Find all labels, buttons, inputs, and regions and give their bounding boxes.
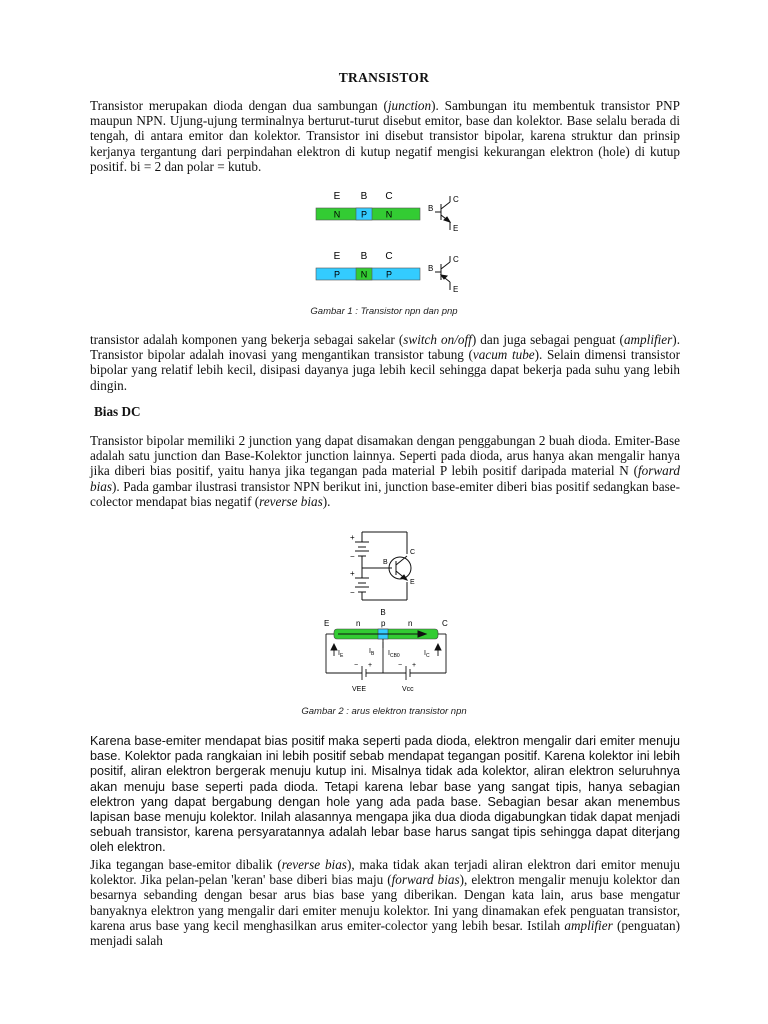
intro-junction-term: junction bbox=[387, 98, 432, 113]
page-title: TRANSISTOR bbox=[338, 70, 430, 85]
section-heading-bias-dc: Bias DC bbox=[94, 404, 141, 419]
para2-amplifier-term: amplifier bbox=[623, 332, 673, 347]
para5-text-a: Jika tegangan base-emitor dibalik ( bbox=[90, 857, 282, 872]
npn-region-n1: N bbox=[333, 209, 341, 220]
intro-text-2: ). Sambungan itu membentuk transistor PNP maupun NPN. Ujung-ujung terminalnya berturut-turut disebut emitor, base dan kolektor. Base selalu berada di tengah, di antara emitor dan kolektor. Transistor ini disebut transistor bipolar, karena struktur dan prinsip kerjanya tergantung dari perpindahan elektron di kutup negatif mengisi kekurangan elektron (hole) di kutup positif. bi = 2 dan polar = kutub. bbox=[90, 98, 680, 174]
circuit-minus-1: − bbox=[350, 552, 355, 561]
pnp-region-p1: P bbox=[333, 269, 341, 280]
current-ib: $I_B$ bbox=[369, 648, 375, 657]
para5-amplifier-term: amplifier bbox=[564, 917, 613, 933]
figure-1-transistor-npn-pnp bbox=[300, 186, 480, 300]
junction-label-e: E bbox=[324, 619, 330, 628]
npn-symbol-e: E bbox=[453, 224, 459, 233]
para5-text-b: ), maka tidak akan terjadi aliran elektron dari emitor menuju kolektor. Jika pelan-pelan 'keran' base diberi bias maju ( bbox=[90, 857, 681, 888]
para2-vacum-term: vacum tube bbox=[472, 347, 535, 363]
vee-plus: + bbox=[368, 662, 373, 669]
junction-label-n2: n bbox=[408, 619, 413, 628]
circuit-plus-1: + bbox=[350, 533, 355, 542]
npn-region-n2: N bbox=[385, 209, 393, 220]
paragraph-switch-amplifier bbox=[90, 332, 680, 393]
para2-switch-term: switch on/off bbox=[403, 332, 472, 347]
pnp-symbol bbox=[435, 256, 450, 290]
figure-2-caption: Gambar 2 : arus elektron transistor npn bbox=[301, 706, 467, 717]
npn-symbol-c: C bbox=[453, 195, 459, 204]
current-ie: $I_E$ bbox=[338, 650, 344, 659]
junction-label-p: p bbox=[381, 619, 386, 628]
current-ic: $I_C$ bbox=[424, 650, 430, 659]
circuit-label-b: B bbox=[383, 559, 388, 566]
npn-symbol bbox=[435, 196, 450, 230]
pnp-symbol-e: E bbox=[453, 285, 459, 294]
bias-circuit bbox=[355, 532, 411, 600]
pnp-symbol-b: B bbox=[428, 264, 434, 273]
label-vee: VEE bbox=[352, 686, 367, 693]
npn-label-b: B bbox=[360, 191, 368, 202]
para5-reverse-term: reverse bias bbox=[281, 857, 347, 872]
circuit-label-e: E bbox=[410, 579, 415, 586]
para2-text-b: ) dan juga sebagai penguat ( bbox=[471, 332, 624, 347]
npn-label-c: C bbox=[385, 191, 393, 202]
para3-text-b: ). Pada gambar ilustrasi transistor NPN berikut ini, junction base-emiter diberi bias positif sedangkan base-colector mendapat bias negatif ( bbox=[90, 478, 680, 509]
vee-minus: − bbox=[354, 662, 359, 669]
intro-paragraph bbox=[90, 98, 680, 174]
para3-text-a: Transistor bipolar memiliki 2 junction yang dapat disamakan dengan penggabungan 2 buah dioda. Emiter-Base adalah satu junction dan Base-Kolektor junction lainnya. Seperti pada dioda, arus hanya akan mengalir hanya jika diberi bias positif, yaitu hanya jika tegangan pada material P lebih positif daripada material N ( bbox=[90, 433, 680, 479]
para3-reverse-term: reverse bias bbox=[259, 493, 323, 509]
paragraph-bias-dc bbox=[90, 433, 680, 509]
label-vcc: Vcc bbox=[402, 686, 414, 693]
para5-text-d: (penguatan) menjadi salah bbox=[90, 917, 681, 949]
npn-label-e: E bbox=[333, 191, 341, 202]
para2-text-c: ). Transistor bipolar adalah inovasi yang mengantikan transistor tabung ( bbox=[90, 332, 680, 363]
paragraph-electron-flow: Karena base-emiter mendapat bias positif maka seperti pada dioda, elektron mengalir dari emiter menuju base. Kolektor pada rangkaian ini lebih positif sebab mendapat tegangan positif. Karena kolektor ini lebih positif, aliran elektron bergerak menuju kutup ini. Misalnya tidak ada kolektor, aliran elektron seluruhnya akan menuju base seperti pada dioda. Tetapi karena lebar base yang sangat tipis, hanya sebagian elektron yang dapat bergabung dengan hole yang ada pada base. Sebagian besar akan menembus lapisan base menuju kolektor. Inilah alasannya mengapa jika dua dioda digabungkan tidak dapat menjadi sebuah transistor, karena persyaratannya adalah lebar base harus sangat tipis sehingga dapat diterjang oleh elektron. bbox=[90, 734, 680, 855]
circuit-minus-2: − bbox=[350, 588, 355, 597]
vcc-minus: − bbox=[398, 662, 403, 669]
pnp-region-n: N bbox=[360, 269, 368, 280]
junction-label-c: C bbox=[442, 619, 448, 628]
circuit-label-c: C bbox=[410, 549, 416, 556]
figure-1-caption: Gambar 1 : Transistor npn dan pnp bbox=[310, 306, 458, 317]
para3-text-c: ). bbox=[322, 493, 331, 509]
pnp-label-b: B bbox=[360, 251, 368, 262]
intro-text-1: Transistor merupakan dioda dengan dua sambungan ( bbox=[90, 98, 388, 113]
pnp-label-c: C bbox=[385, 251, 393, 262]
circuit-plus-2: + bbox=[350, 569, 355, 578]
para5-text-c: ), elektron mengalir menuju kolektor dan besarnya sebanding dengan besar arus bias base yang diberikan. Dengan kata lain, arus base mengatur banyaknya elektron yang mengalir dari emiter menuju kolektor. Ini yang dinamakan efek penguatan transistor, karena arus base yang kecil menghasilkan arus emiter-colector yang lebih besar. Istilah bbox=[90, 872, 681, 933]
para2-text-d: ). Selain dimensi transistor bipolar yang relatif lebih kecil, disipasi dayanya juga lebih kecil sehingga dapat bekerja pada suhu yang lebih dingin. bbox=[90, 347, 680, 393]
figure-2-npn-circuit bbox=[310, 528, 460, 698]
npn-symbol-b: B bbox=[428, 204, 434, 213]
para5-forward-term: forward bias bbox=[391, 872, 460, 888]
npn-junction-diagram bbox=[316, 191, 420, 220]
para2-text-a: transistor adalah komponen yang bekerja sebagai sakelar ( bbox=[90, 332, 404, 347]
pnp-region-p2: P bbox=[385, 269, 393, 280]
paragraph-reverse-bias bbox=[90, 857, 680, 948]
vcc-plus: + bbox=[412, 662, 417, 669]
para3-forward-term: forward bias bbox=[90, 463, 680, 494]
junction-label-n1: n bbox=[356, 619, 361, 628]
pnp-label-e: E bbox=[333, 251, 341, 262]
pnp-junction-diagram bbox=[316, 251, 420, 280]
junction-label-b: B bbox=[380, 608, 386, 617]
current-icbo: $I_{CB0}$ bbox=[388, 650, 400, 659]
npn-region-p: P bbox=[360, 209, 368, 220]
pnp-symbol-c: C bbox=[453, 255, 459, 264]
